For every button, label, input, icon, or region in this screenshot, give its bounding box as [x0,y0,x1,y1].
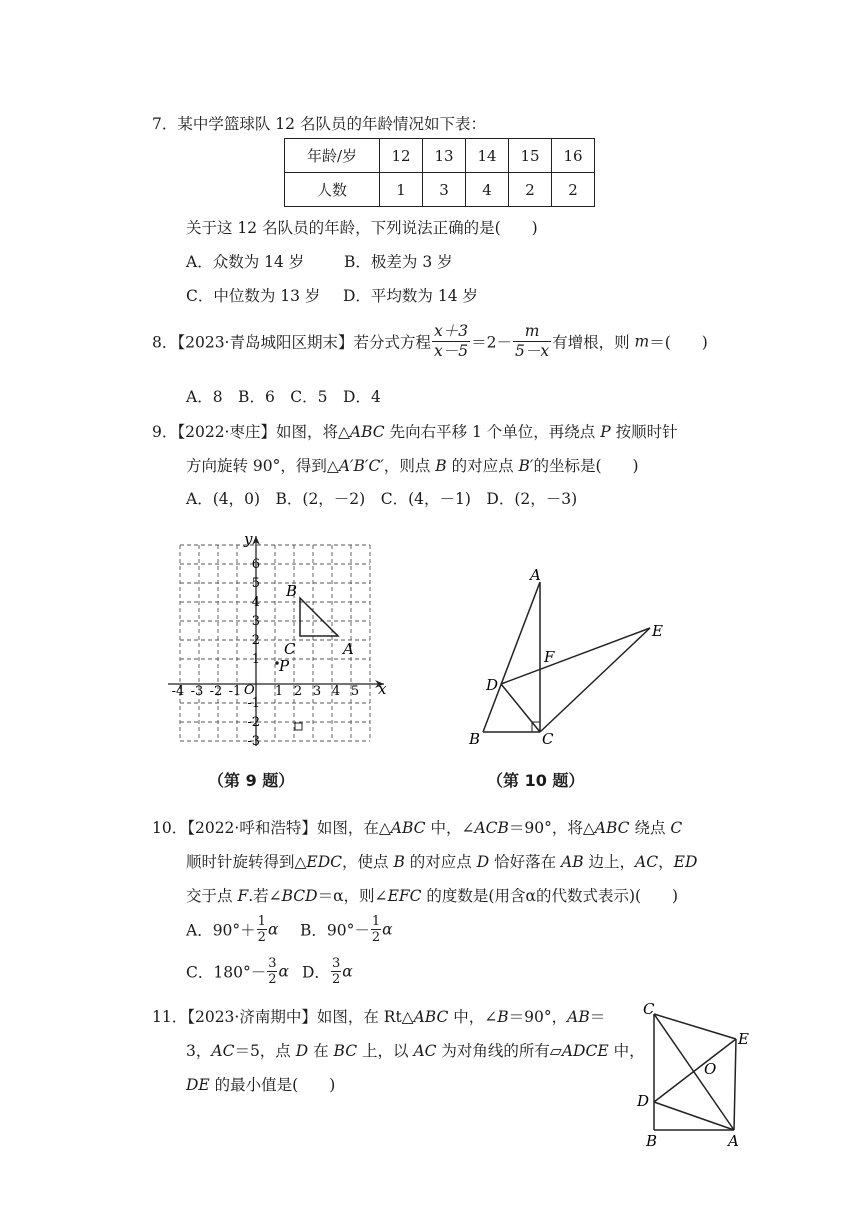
table-row [285,173,595,207]
label-E: E [738,1030,749,1048]
text: ACB [474,819,509,837]
q8-stem [152,322,708,361]
text: ADCE [561,1042,609,1060]
table-cell: 4 [466,173,509,207]
text: 上，以 [357,1042,414,1060]
text: 的最小值是( ) [209,1076,336,1094]
text: α [382,920,393,939]
y-tick-label: -1 [247,696,260,711]
fraction-denominator: 2 [371,930,381,945]
label-D: D [486,676,499,694]
label-A: A [530,566,541,584]
figure-10 [460,562,680,752]
text: D [476,853,490,871]
text: 先向右平移 1 个单位，再绕点 [384,423,601,441]
text: 在 [308,1042,334,1060]
segment-DE [501,628,650,684]
text: D [295,1042,309,1060]
text: C [670,819,683,837]
fraction-numerator: 1 [257,914,266,929]
label-E: E [652,622,663,640]
text: 绕点 [629,819,671,837]
text: AC [635,853,659,871]
q9-line-1 [152,420,678,442]
x-tick-label: 4 [331,684,341,699]
text: 按顺时针 [610,423,678,441]
y-tick-label: 2 [251,633,260,648]
text: B [393,853,405,871]
y-tick-label: 5 [251,576,260,591]
text: EDC [306,853,343,871]
y-tick-label: 1 [251,652,260,667]
label-O: O [704,1060,717,1078]
text: AB [561,853,584,871]
label-A: A [728,1132,739,1150]
x-tick-label: 1 [274,684,284,699]
text: ，使点 [342,853,394,871]
q8-options: A．8 B．6 C．5 D．4 [186,388,381,406]
text: ABC [594,819,630,837]
figure-9-caption: （第 9 题） [208,771,295,790]
q7-question: 关于这 12 名队员的年龄，下列说法正确的是( ) [186,219,538,237]
text: C．180°－ [186,963,267,982]
text: ＝α，则∠ [317,887,388,905]
y-tick-label: 3 [251,614,260,629]
table-cell: 2 [552,173,595,207]
fraction-three-halves [331,956,341,987]
q8-m: m [634,332,650,351]
text: BC [333,1042,358,1060]
label-F: F [544,648,555,666]
fraction-numerator: m [513,322,551,342]
text: ，则点 [383,457,436,475]
text: B [435,457,447,475]
q10-option-c [186,956,289,987]
segment-EC [540,628,650,732]
table-cell: 12 [380,139,423,173]
text: BCD [281,887,318,905]
text: ＝90°， [508,1008,568,1026]
fraction-numerator: 1 [371,914,381,929]
q11-line-1 [152,1005,605,1027]
q8-mid: ＝2－ [471,333,512,352]
q9-options: A．(4，0) B．(2，－2) C．(4，－1) D．(2，－3) [186,490,578,508]
segment-DC [501,684,540,732]
text: 的对应点 [446,457,519,475]
q10-line-1 [152,816,682,838]
text: 9．【2022·枣庄】如图，将△ [152,423,350,441]
q7-option-c: C．中位数为 13 岁 [186,287,321,305]
table-cell: 3 [423,173,466,207]
q8-suffix-b: ＝( ) [649,333,708,352]
y-tick-label: 4 [251,595,260,610]
text: 交于点 [186,887,238,905]
text: 中，∠ [425,819,475,837]
text: ABC [390,819,426,837]
q10-option-d [302,956,353,987]
figure-10-caption: （第 10 题） [487,771,585,790]
table-cell: 15 [509,139,552,173]
label-C: C [542,730,554,748]
text: A．90°＋ [186,921,256,940]
origin-label: O [244,683,255,698]
text: AB [567,1008,590,1026]
text: F [237,887,249,905]
text: AC [211,1042,235,1060]
label-D: D [637,1092,650,1110]
text: A′B′C′ [338,457,384,475]
label-A: A [343,640,354,658]
table-row [285,139,595,173]
text: DE [186,1076,210,1094]
q7-option-d: D．平均数为 14 岁 [343,287,479,305]
q11-line-2 [186,1039,645,1061]
text: α [267,920,279,939]
text: 中，∠ [448,1008,498,1026]
x-tick-label: -3 [190,684,204,699]
table-cell: 16 [552,139,595,173]
text: 的对应点 [404,853,477,871]
x-tick-label: 2 [293,684,303,699]
q8-fraction-2 [513,322,551,361]
text: ＝ [589,1008,606,1026]
q10-line-3 [186,884,678,906]
text: ＝90°，将△ [508,819,595,837]
text: 11．【2023·济南期中】如图，在 Rt△ [152,1008,414,1026]
text: 10．【2022·呼和浩特】如图，在△ [152,819,391,837]
text: AC [413,1042,437,1060]
text: 边上， [583,853,636,871]
grid-lines [180,545,370,741]
label-B: B [469,730,481,748]
q11-line-3 [186,1073,335,1095]
y-tick-label: 6 [251,557,260,572]
q7-option-a: A．众数为 14 岁 [186,253,305,271]
y-tick-labels [247,557,260,749]
fraction-one-half [257,914,267,945]
text: 3， [186,1042,212,1060]
text: B′ [518,457,534,475]
x-tick-label: -4 [171,684,185,699]
x-tick-labels [172,684,359,699]
segment-AE [734,1039,736,1130]
text: 顺时针旋转得到△ [186,853,307,871]
text: ＝5，点 [234,1042,296,1060]
segment-DE [654,1039,736,1102]
x-tick-label: 5 [350,684,360,699]
label-B: B [286,582,298,600]
table-cell: 13 [423,139,466,173]
y-tick-label: -2 [247,715,260,730]
text: 方向旋转 90°，得到△ [186,457,339,475]
q7-option-b: B．极差为 3 岁 [344,253,453,271]
figure-11 [632,994,762,1154]
y-tick-label: -3 [247,734,260,749]
label-B: B [646,1132,658,1150]
fraction-three-halves [267,956,277,987]
q10-line-2 [186,850,697,872]
table-header-count: 人数 [285,173,380,207]
text: D． [302,963,330,982]
text: ， [658,853,674,871]
text: P [600,423,611,441]
fraction-denominator: 2 [331,972,341,987]
fraction-numerator: 3 [331,956,341,971]
y-axis-label: y [244,530,253,548]
text: 恰好落在 [489,853,562,871]
text: ABC [349,423,385,441]
text: .若∠ [248,887,282,905]
segment-CE [654,1014,736,1039]
label-C: C [284,640,296,658]
q10-option-a [186,914,278,945]
fraction-denominator: x－5 [434,342,469,360]
age-table [284,138,595,207]
fraction-denominator: 2 [257,930,266,945]
text: 为对角线的所有▱ [436,1042,562,1060]
q8-suffix-a: 有增根，则 [552,333,635,352]
small-square-marker [295,723,302,730]
x-tick-label: 3 [312,684,322,699]
table-cell: 2 [509,173,552,207]
text: B [497,1008,509,1026]
text: B．90°－ [300,921,370,940]
text: ABC [413,1008,449,1026]
segment-DA [654,1102,734,1130]
table-cell: 14 [466,139,509,173]
x-tick-label: -1 [228,684,242,699]
text: α [342,962,353,981]
q8-fraction-1 [432,322,470,361]
fraction-numerator: x＋3 [434,322,469,340]
segment-AB [483,582,540,732]
text: 的坐标是( ) [533,457,639,475]
text: 中， [608,1042,645,1060]
label-P: P [279,657,290,675]
text: 的度数是(用含α的代数式表示)( ) [421,887,679,905]
text: EFC [387,887,422,905]
x-tick-label: -2 [209,684,223,699]
figure-9-grid [160,528,400,750]
fraction-one-half [371,914,381,945]
fraction-numerator: 3 [268,956,277,971]
q7-stem: 7．某中学篮球队 12 名队员的年龄情况如下表： [152,115,486,133]
q8-prefix: 8．【2023·青岛城阳区期末】若分式方程 [152,333,431,352]
label-C: C [643,1000,655,1018]
fraction-denominator: 5－x [514,342,550,360]
x-axis-label: x [378,680,387,698]
text: ED [673,853,698,871]
table-cell: 1 [380,173,423,207]
q9-line-2 [186,454,639,476]
q10-option-b [300,914,393,945]
text: α [278,962,289,981]
table-header-age: 年龄/岁 [285,139,380,173]
fraction-denominator: 2 [268,972,277,987]
